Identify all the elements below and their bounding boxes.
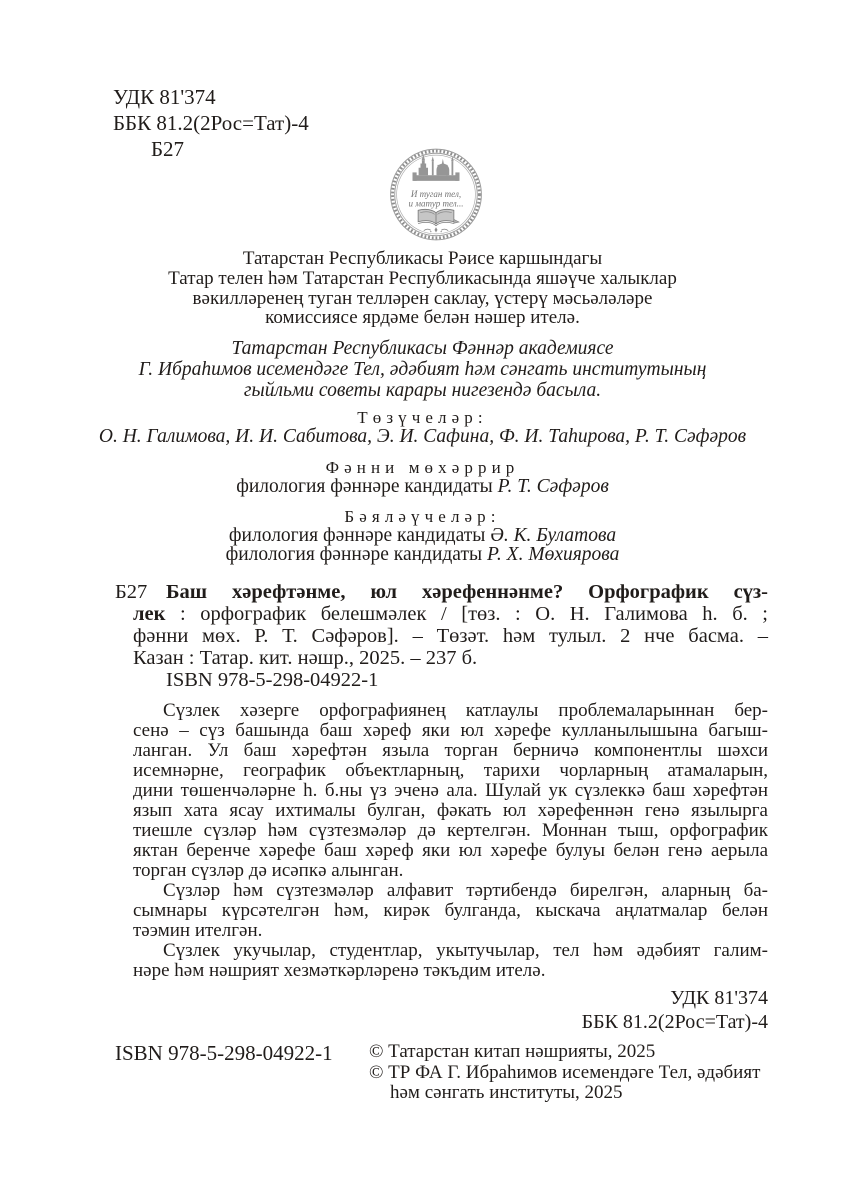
udk-code-bottom: УДК 81'374 <box>670 987 768 1009</box>
udk-code: УДК 81'374 <box>113 85 216 109</box>
copyright-institute: © ТР ФА Г. Ибраһимов исемендәге Тел, әдәбият <box>369 1061 761 1083</box>
editor-name: Р. Т. Сәфәров <box>497 476 609 497</box>
compilers-block <box>96 408 749 447</box>
reviewers-block <box>96 507 749 564</box>
annotation-paragraph <box>133 881 768 941</box>
reviewer-degree: филология фәннәре кандидаты <box>228 525 491 546</box>
text-line: сенә – сүз башында баш хәреф яки юл хәрефе кулланылышына багыш- <box>133 720 768 741</box>
seal-motto-line2: и матур тел... <box>408 198 464 209</box>
text-line: Сүзлек укучылар, студентлар, укытучылар, тел һәм әдәбият галим- <box>163 940 768 961</box>
bib-isbn: ISBN 978-5-298-04922-1 <box>166 669 379 691</box>
bib-description <box>133 581 768 691</box>
text-line: торган сүзләр дә исәпкә алынган. <box>133 860 404 881</box>
reviewer-name: Р. Х. Мөхиярова <box>486 543 620 565</box>
seal-motto-line1: И туган тел, <box>410 188 462 199</box>
text-line: исемнәрне, географик объектларның, тарихи чорларның атамаларын, <box>133 760 768 781</box>
text-line: тиешле сүзләр һәм сүзтезмәләр дә кертелгән. Моннан тыш, орфографик <box>133 820 768 841</box>
bib-author-sign: Б27 <box>115 581 148 603</box>
text-line: язып хата ясау ихтималы булган, фәкать юл хәрефеннән генә язылырга <box>133 800 768 821</box>
seal-ornament-icon <box>424 227 448 232</box>
seal-motto-text <box>409 189 464 208</box>
bib-line: Казан : Татар. кит. нәшр., 2025. – 237 б. <box>133 647 478 669</box>
text-line: дини төшенчәләрне һ. б.ны үз эченә ала. Шулай ук сүзлеккә баш хәрефтән <box>133 780 768 801</box>
text-line: тәэмин ителгән. <box>133 920 263 941</box>
text-line: вәкилләренең туган телләрен саклау, үстерү мәсьәләләре <box>192 287 653 309</box>
editor-line <box>96 478 749 497</box>
reviewer-name: Ә. К. Булатова <box>490 525 617 546</box>
editor-degree: филология фәннәре кандидаты <box>236 476 498 497</box>
reviewer-line <box>96 543 749 565</box>
text-line: Г. Ибраһимов исемендәге Тел, әдәбият һәм сәнгать институтының <box>138 359 707 380</box>
bbk-code: ББК 81.2(2Рос=Тат)-4 <box>113 111 309 135</box>
bib-line: фәнни мөх. Р. Т. Сәфәров]. – Төзәт. һәм тулыл. 2 нче басма. – <box>133 625 768 647</box>
copyright-publisher: © Татарстан китап нәшрияты, 2025 <box>369 1041 656 1062</box>
annotation-paragraph <box>133 941 768 981</box>
bottom-classification-codes <box>96 986 768 1034</box>
commission-statement <box>96 249 749 328</box>
copyright-institute-cont: һәм сәнгать институты, 2025 <box>390 1082 623 1103</box>
isbn-number: ISBN 978-5-298-04922-1 <box>115 1041 333 1065</box>
text-line: сымнары күрсәтелгән һәм, кирәк булганда, кыскача аңлатмалар белән <box>133 900 768 921</box>
editor-block <box>96 458 749 497</box>
publisher-emblem <box>389 146 483 243</box>
reviewer-degree: филология фәннәре кандидаты <box>225 543 487 565</box>
annotation <box>133 701 768 981</box>
compilers-heading: Төзүчеләр: <box>357 408 488 427</box>
text-line: комиссиясе ярдәме белән нәшер ителә. <box>265 307 580 329</box>
text-line: Татар телен һәм Татарстан Республикасында яшәүче халыклар <box>168 267 677 289</box>
text-line: гыйльми советы карары нигезендә басыла. <box>243 380 602 401</box>
bib-line: лек : орфографик белешмәлек / [төз. : О. Н. Галимова һ. б. ; <box>133 603 768 625</box>
editor-heading: Фәнни мөхәррир <box>325 458 520 477</box>
top-classification-codes <box>113 84 309 162</box>
text-line: яктан беренче хәрефе баш хәреф яки юл хәрефе булуы белән генә аерыла <box>133 840 768 861</box>
academy-statement <box>96 338 749 401</box>
text-line: Сүзлек хәзерге орфографиянең катлаулы проблемаларыннан бер- <box>163 700 768 721</box>
text-line: ланган. Ул баш хәрефтән языла торган берничә компонентлы шәхси <box>133 740 768 761</box>
open-book-icon <box>418 209 459 225</box>
mosque-open-book-seal-icon <box>389 146 483 243</box>
text-line: нәре һәм нәшрият хезмәткәрләренә тәкъдим ителә. <box>133 960 546 981</box>
text-line: Татарстан Республикасы Фәннәр академиясе <box>231 338 614 359</box>
bibliographic-record <box>115 581 768 691</box>
author-sign-code: Б27 <box>151 137 185 161</box>
annotation-paragraph <box>133 701 768 881</box>
copyright-block <box>369 1042 793 1104</box>
text-line: Сүзләр һәм сүзтезмәләр алфавит тәртибендә бирелгән, аларның ба- <box>163 880 768 901</box>
compilers-names: О. Н. Галимова, И. И. Сабитова, Э. И. Сафина, Ф. И. Таһирова, Р. Т. Сәфәров <box>98 426 747 447</box>
bbk-code-bottom: ББК 81.2(2Рос=Тат)-4 <box>581 1011 768 1033</box>
bib-line: Баш хәрефтәнме, юл хәрефеннәнме? Орфографик сүз- <box>166 581 768 603</box>
reviewers-heading: Бәяләүчеләр: <box>344 507 501 526</box>
text-line: Татарстан Республикасы Рәисе каршындагы <box>242 248 603 269</box>
